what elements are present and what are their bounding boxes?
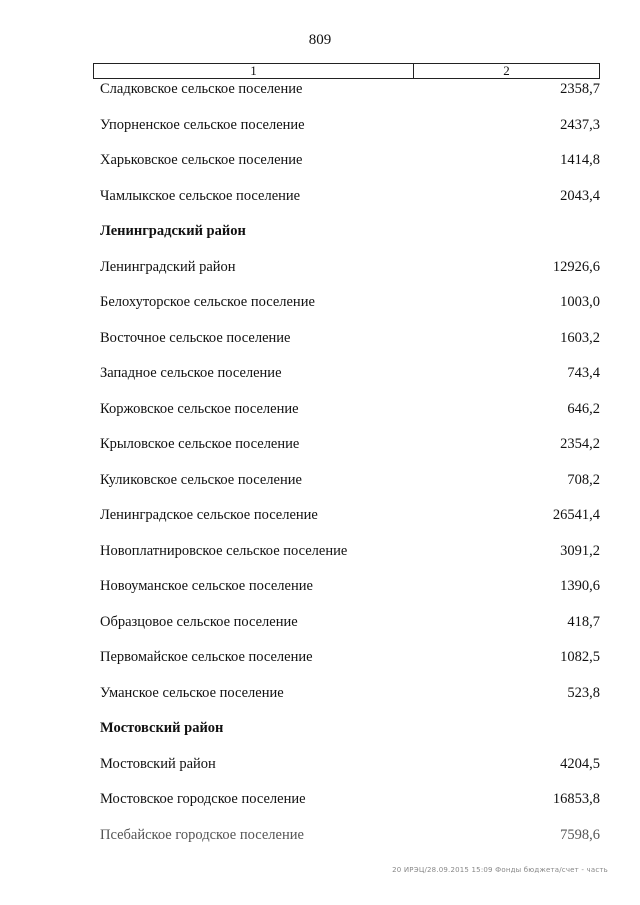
row-name: Ленинградский район xyxy=(100,258,236,275)
row-name: Образцовое сельское поселение xyxy=(100,613,298,630)
row-name: Псебайское городское поселение xyxy=(100,826,304,843)
table-row xyxy=(0,818,640,854)
table-row xyxy=(0,250,640,286)
page-number: 809 xyxy=(308,32,332,48)
row-value: 743,4 xyxy=(567,365,600,382)
column-header-1: 1 xyxy=(94,64,414,78)
row-name: Западное сельское поселение xyxy=(100,365,282,382)
row-name: Новоуманское сельское поселение xyxy=(100,578,313,595)
table-row xyxy=(0,321,640,357)
footer-note: 20 ИРЭЦ/28.09.2015 15:09 Фонды бюджета/счет - часть xyxy=(392,866,608,874)
row-value: 523,8 xyxy=(567,684,600,701)
row-value: 2354,2 xyxy=(560,436,600,453)
row-name: Белохуторское сельское поселение xyxy=(100,294,315,311)
table-row xyxy=(0,108,640,144)
row-name: Ленинградский район xyxy=(100,223,246,240)
table-row xyxy=(0,285,640,321)
section-heading-row xyxy=(0,214,640,250)
table-row xyxy=(0,463,640,499)
row-value: 7598,6 xyxy=(560,826,600,843)
table-row xyxy=(0,534,640,570)
row-value: 1003,0 xyxy=(560,294,600,311)
table-row xyxy=(0,782,640,818)
row-value: 1390,6 xyxy=(560,578,600,595)
row-value: 2437,3 xyxy=(560,116,600,133)
table-row xyxy=(0,72,640,108)
table-row xyxy=(0,356,640,392)
row-value: 646,2 xyxy=(567,400,600,417)
row-value: 4204,5 xyxy=(560,755,600,772)
row-name: Упорненское сельское поселение xyxy=(100,116,305,133)
column-header-2: 2 xyxy=(503,63,510,78)
row-value: 12926,6 xyxy=(552,258,600,275)
table-row xyxy=(0,427,640,463)
row-name: Харьковское сельское поселение xyxy=(100,152,303,169)
row-name: Сладковское сельское поселение xyxy=(100,81,303,98)
row-name: Мостовский район xyxy=(100,720,224,737)
row-name: Чамлыкское сельское поселение xyxy=(100,187,301,204)
table-row xyxy=(0,179,640,215)
row-name: Первомайское сельское поселение xyxy=(100,649,313,666)
row-value: 1603,2 xyxy=(560,329,600,346)
row-name: Коржовское сельское поселение xyxy=(100,400,299,417)
table-row xyxy=(0,143,640,179)
row-name: Ленинградское сельское поселение xyxy=(100,507,318,524)
row-value: 3091,2 xyxy=(560,542,600,559)
row-name: Мостовское городское поселение xyxy=(100,791,306,808)
row-value: 1414,8 xyxy=(560,152,600,169)
table-row xyxy=(0,605,640,641)
table-row xyxy=(0,747,640,783)
row-value: 2043,4 xyxy=(560,187,600,204)
row-name: Куликовское сельское поселение xyxy=(100,471,302,488)
row-name: Восточное сельское поселение xyxy=(100,329,291,346)
row-name: Мостовский район xyxy=(100,755,216,772)
table-row xyxy=(0,676,640,712)
row-name: Новоплатнировское сельское поселение xyxy=(100,542,348,559)
table-body xyxy=(0,72,640,853)
table-row xyxy=(0,392,640,428)
table-row xyxy=(0,640,640,676)
section-heading-row xyxy=(0,711,640,747)
row-name: Крыловское сельское поселение xyxy=(100,436,300,453)
row-value: 16853,8 xyxy=(552,791,600,808)
row-value: 1082,5 xyxy=(560,649,600,666)
table-row xyxy=(0,569,640,605)
row-name: Уманское сельское поселение xyxy=(100,684,284,701)
table-row xyxy=(0,498,640,534)
row-value: 418,7 xyxy=(567,613,600,630)
row-value: 708,2 xyxy=(567,471,600,488)
row-value: 26541,4 xyxy=(552,507,600,524)
row-value: 2358,7 xyxy=(560,81,600,98)
